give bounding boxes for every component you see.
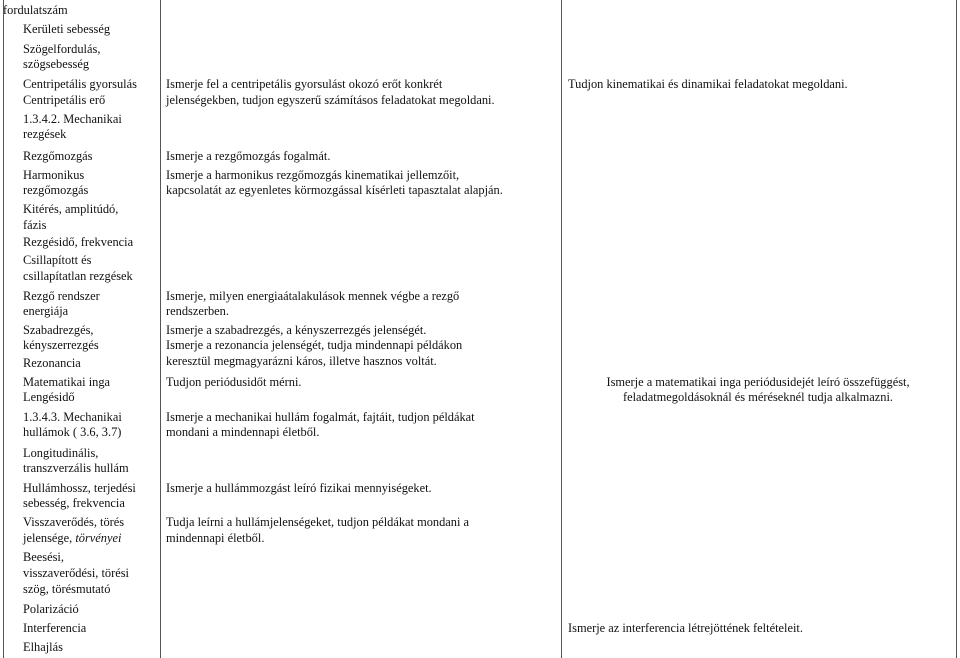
advanced-requirement-line: Tudjon kinematikai és dinamikai feladatokat megoldani.: [568, 77, 848, 91]
requirement-line: Ismerje a rezonancia jelenségét, tudja mindennapi példákon: [166, 338, 463, 352]
topic-line: sebesség, frekvencia: [23, 496, 125, 510]
requirement-line: mondani a mindennapi életből.: [166, 425, 320, 439]
requirement-line: Ismerje a harmonikus rezgőmozgás kinematikai jellemzőit,: [166, 168, 460, 182]
topic-line: Csillapított és: [23, 253, 92, 267]
topic-line: Elhajlás: [23, 640, 63, 654]
table-border-right: [956, 0, 957, 658]
topic-line: Centripetális erő: [23, 93, 106, 107]
topic-line: Matematikai inga: [23, 375, 111, 389]
section-heading: rezgések: [23, 127, 67, 141]
topic-line: [23, 531, 121, 546]
requirement-line: mindennapi életből.: [166, 531, 265, 545]
section-heading: 1.3.4.3. Mechanikai: [23, 410, 122, 424]
topic-line: Rezgésidő, frekvencia: [23, 235, 134, 249]
topic-line: Centripetális gyorsulás: [23, 77, 137, 91]
requirement-line: Ismerje fel a centripetális gyorsulást okozó erőt konkrét: [166, 77, 443, 91]
topic-line: transzverzális hullám: [23, 461, 129, 475]
topic-text: jelensége,: [23, 531, 73, 545]
requirement-line: Ismerje, milyen energiaátalakulások mennek végbe a rezgő: [166, 289, 460, 303]
topic-line: szögsebesség: [23, 57, 90, 71]
requirement-line: Ismerje a mechanikai hullám fogalmát, fajtáit, tudjon példákat: [166, 410, 475, 424]
topic-text-italic: törvényei: [75, 531, 122, 545]
section-heading: 1.3.4.2. Mechanikai: [23, 112, 122, 126]
topic-line: Szögelfordulás,: [23, 42, 101, 56]
topic-line: Kitérés, amplitúdó,: [23, 202, 119, 216]
topic-line: Beesési,: [23, 550, 64, 564]
topic-line: Rezonancia: [23, 356, 81, 370]
topic-line: fázis: [23, 218, 47, 232]
requirement-line: Ismerje a szabadrezgés, a kényszerrezgés jelenségét.: [166, 323, 427, 337]
topic-line: csillapítatlan rezgések: [23, 269, 133, 283]
topic-line: Visszaverődés, törés: [23, 515, 125, 529]
requirement-line: Ismerje a rezgőmozgás fogalmát.: [166, 149, 331, 163]
topic-line: Hullámhossz, terjedési: [23, 481, 136, 495]
topic-line: szög, törésmutató: [23, 582, 111, 596]
requirement-line: jelenségekben, tudjon egyszerű számításos feladatokat megoldani.: [166, 93, 495, 107]
column-divider-2: [561, 0, 562, 658]
topic-line: Rezgő rendszer: [23, 289, 100, 303]
topic-line: rezgőmozgás: [23, 183, 89, 197]
topic-line: Harmonikus: [23, 168, 85, 182]
topic-line: visszaverődési, törési: [23, 566, 129, 580]
topic-line: Kerületi sebesség: [23, 22, 111, 36]
topic-line: energiája: [23, 304, 69, 318]
advanced-requirement-line: feladatmegoldásoknál és méréseknél tudja alkalmazni.: [622, 390, 894, 404]
topic-line: Polarizáció: [23, 602, 79, 616]
topic-line: Rezgőmozgás: [23, 149, 93, 163]
column-divider-1: [160, 0, 161, 658]
requirement-line: Tudja leírni a hullámjelenségeket, tudjon példákat mondani a: [166, 515, 470, 529]
topic-line: kényszerrezgés: [23, 338, 99, 352]
topic-line: Lengésidő: [23, 390, 75, 404]
advanced-requirement-line: Ismerje a matematikai inga periódusidejét leíró összefüggést,: [606, 375, 910, 389]
table-border-left: [3, 0, 4, 658]
topic-line: Szabadrezgés,: [23, 323, 94, 337]
requirement-line: Ismerje a hullámmozgást leíró fizikai mennyiségeket.: [166, 481, 432, 495]
topic-header: fordulatszám: [3, 3, 68, 17]
advanced-requirement-line: Ismerje az interferencia létrejöttének feltételeit.: [568, 621, 803, 635]
requirement-line: kapcsolatát az egyenletes körmozgással kísérleti tapasztalat alapján.: [166, 183, 503, 197]
requirement-line: rendszerben.: [166, 304, 229, 318]
requirement-line: Tudjon periódusidőt mérni.: [166, 375, 302, 389]
topic-line: Longitudinális,: [23, 446, 99, 460]
section-heading: hullámok ( 3.6, 3.7): [23, 425, 122, 439]
topic-line: Interferencia: [23, 621, 87, 635]
requirement-line: keresztül megmagyarázni káros, illetve hasznos voltát.: [166, 354, 437, 368]
